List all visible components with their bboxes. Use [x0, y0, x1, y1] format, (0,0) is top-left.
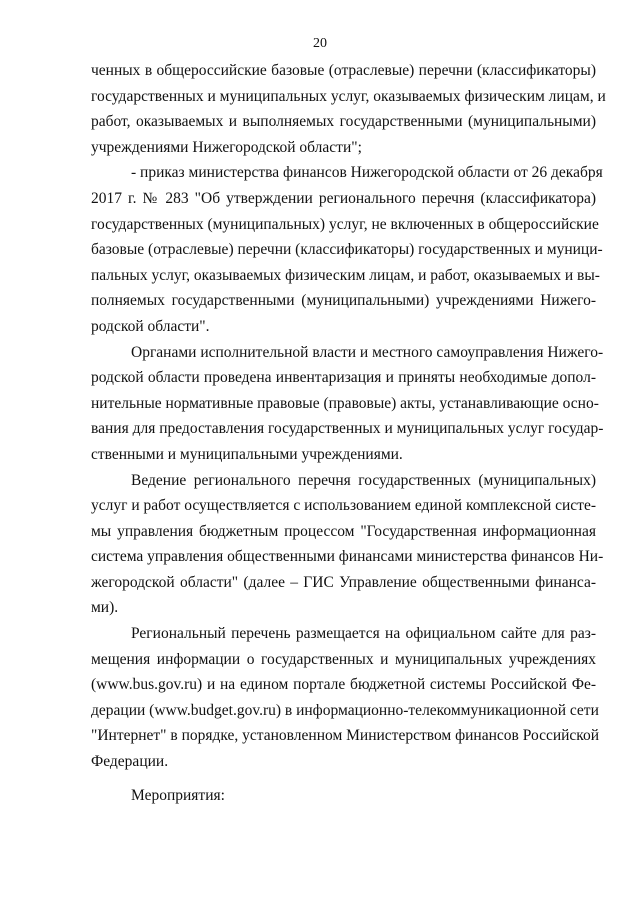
- text-line: родской области проведена инвентаризация и приняты необходимые допол-: [91, 369, 596, 387]
- text-line: дерации (www.budget.gov.ru) в информационно-телекоммуникационной сети: [91, 701, 599, 719]
- text-line: родской области".: [91, 317, 210, 335]
- text-line: (www.bus.gov.ru) и на едином портале бюджетной системы Российской Фе-: [91, 676, 596, 694]
- text-line: Региональный перечень размещается на официальном сайте для раз-: [131, 625, 596, 643]
- text-line: ственными и муниципальными учреждениями.: [91, 445, 403, 463]
- text-line: Ведение регионального перечня государственных (муниципальных): [131, 471, 596, 489]
- text-line: услуг и работ осуществляется с использованием единой комплексной систе-: [91, 497, 596, 515]
- text-line: - приказ министерства финансов Нижегородской области от 26 декабря: [131, 164, 603, 182]
- text-line: мещения информации о государственных и муниципальных учреждениях: [91, 650, 596, 668]
- text-line: ченных в общероссийские базовые (отраслевые) перечни (классификаторы): [91, 62, 596, 79]
- text-line: Органами исполнительной власти и местного самоуправления Нижего-: [131, 343, 604, 361]
- text-line: 2017 г. № 283 "Об утверждении регионального перечня (классификатора): [91, 189, 596, 207]
- text-line: вания для предоставления государственных и муниципальных услуг государ-: [91, 420, 604, 438]
- text-line: работ, оказываемых и выполняемых государственными (муниципальными): [91, 113, 596, 131]
- text-line: Мероприятия:: [131, 786, 225, 804]
- text-line: полняемых государственными (муниципальными) учреждениями Нижего-: [91, 292, 596, 310]
- text-line: нительные нормативные правовые (правовые) акты, устанавливающие осно-: [91, 394, 599, 412]
- text-line: "Интернет" в порядке, установленном Министерством финансов Российской: [91, 727, 600, 745]
- text-line: мы управления бюджетным процессом "Государственная информационная: [91, 522, 596, 540]
- text-line: Федерации.: [91, 753, 169, 771]
- document-body: [91, 58, 606, 808]
- text-line: жегородской области" (далее – ГИС Управление общественными финанса-: [91, 573, 596, 591]
- text-line: базовые (отраслевые) перечни (классификаторы) государственных и муници-: [91, 241, 603, 259]
- text-line: государственных и муниципальных услуг, оказываемых физическим лицам, и: [91, 87, 606, 105]
- page-number: 20: [313, 36, 327, 51]
- text-line: государственных (муниципальных) услуг, не включенных в общероссийские: [91, 215, 599, 233]
- text-line: система управления общественными финансами министерства финансов Ни-: [91, 548, 604, 566]
- text-line: учреждениями Нижегородской области";: [91, 138, 362, 156]
- text-line: пальных услуг, оказываемых физическим лицам, и работ, оказываемых и вы-: [91, 266, 600, 284]
- text-line: ми).: [91, 599, 119, 617]
